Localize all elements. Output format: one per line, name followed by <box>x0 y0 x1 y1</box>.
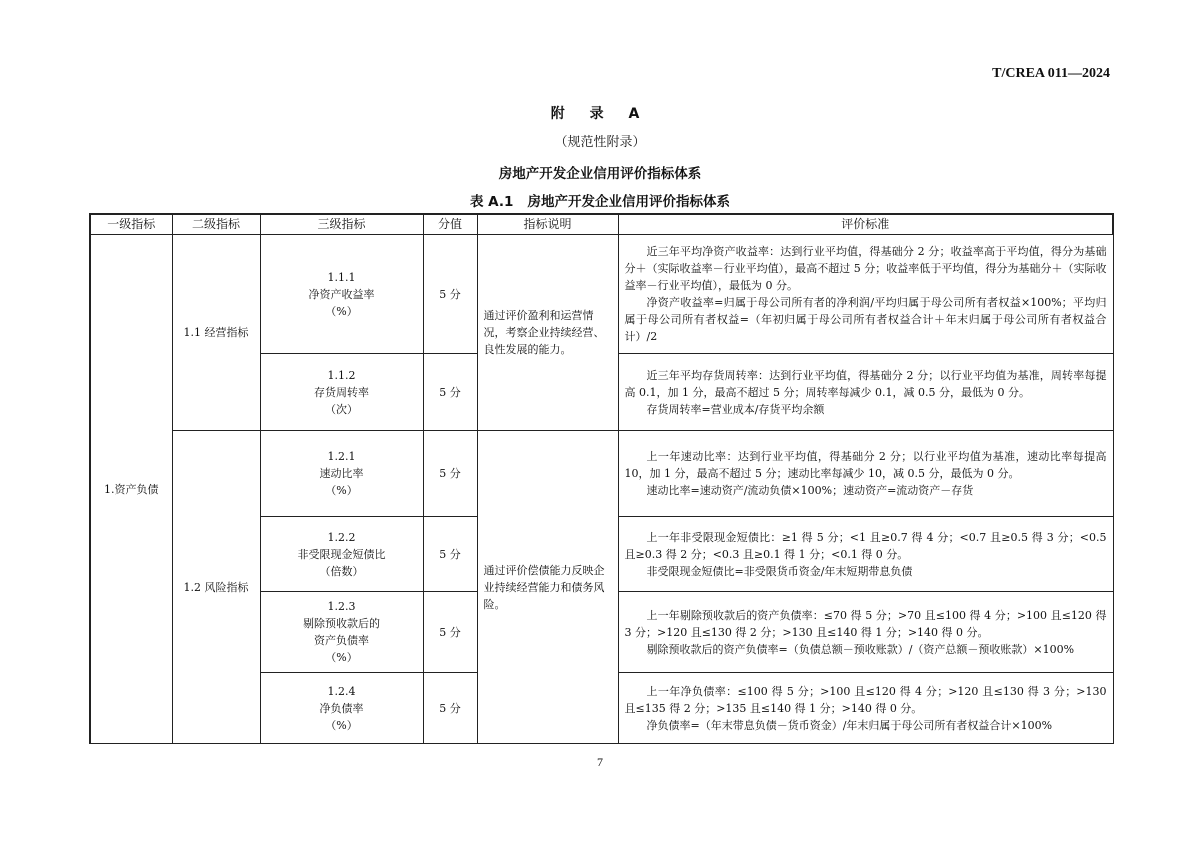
header-score: 分值 <box>423 214 477 235</box>
level3-name: 速动比率 <box>319 467 364 480</box>
level3-code: 1.1.2 <box>327 368 356 382</box>
standard-cell <box>618 673 1113 744</box>
level3-name: 净负债率 <box>319 701 364 715</box>
indicator-system-title: 房地产开发企业信用评价指标体系 <box>498 166 702 182</box>
standard-cell <box>618 354 1113 431</box>
page-number: 7 <box>597 755 603 769</box>
explanation-cell: 通过评价偿债能力反映企业持续经营能力和债务风险。 <box>477 431 618 744</box>
standard-formula: 净资产收益率=归属于母公司所有者的净利润/平均归属于母公司所有者权益×100%；平均归属于母公司所有者权益=（年初归属于母公司所有者权益合计＋年末归属于母公司所有者权益合计）/2 <box>624 296 1107 343</box>
explanation-cell: 通过评价盈利和运营情况，考察企业持续经营、良性发展的能力。 <box>477 235 618 431</box>
level3-cell <box>260 354 423 431</box>
level3-code: 1.1.1 <box>327 270 356 284</box>
level2-cell: 1.2 风险指标 <box>172 431 260 744</box>
header-standard: 评价标准 <box>618 214 1113 235</box>
level3-name: 非受限现金短债比 <box>297 547 386 561</box>
table-header-row <box>90 214 1113 235</box>
level3-code: 1.2.3 <box>327 600 356 613</box>
score-cell: 5 分 <box>423 354 477 431</box>
level3-unit: （倍数） <box>319 564 364 578</box>
standard-formula: 剔除预收款后的资产负债率=（负债总额－预收账款）/（资产总额－预收账款）×100% <box>646 642 1075 656</box>
standard-formula: 速动比率=速动资产/流动负债×100%；速动资产=流动资产－存货 <box>646 484 974 497</box>
level3-cell <box>260 235 423 354</box>
indicator-table <box>89 213 1114 744</box>
level1-cell: 1.资产负债 <box>90 235 172 744</box>
standard-rule: 上一年速动比率：达到行业平均值，得基础分 2 分；以行业平均值为基准，速动比率每提高 10，加 1 分，最高不超过 5 分；速动比率每减少 10，减 0.5 分，最低为 0 分。 <box>624 450 1107 480</box>
standard-cell <box>618 235 1113 354</box>
level3-name: 净资产收益率 <box>308 287 375 301</box>
score-cell: 5 分 <box>423 431 477 517</box>
level3-cell <box>260 592 423 673</box>
level3-unit: （次） <box>325 402 358 416</box>
table-row <box>90 431 1113 517</box>
standard-rule: 近三年平均净资产收益率：达到行业平均值，得基础分 2 分；收益率高于平均值，得分为基础分＋（实际收益率－行业平均值），最高不超过 5 分；收益率低于平均值，得分为基础分＋（实际收益率－行业平均值），最低为 0 分。 <box>624 245 1107 292</box>
table-caption: 表 A.1 房地产开发企业信用评价指标体系 <box>469 194 731 210</box>
standard-cell <box>618 592 1113 673</box>
level3-cell <box>260 517 423 592</box>
standard-rule: 上一年非受限现金短债比：≥1 得 5 分；<1 且≥0.7 得 4 分；<0.7 且≥0.5 得 3 分；<0.5 且≥0.3 得 2 分；<0.3 且≥0.1 得 1 分；<0.1 得 0 分。 <box>624 530 1107 561</box>
standard-cell <box>618 431 1113 517</box>
level3-name-cont: 资产负债率 <box>314 634 369 647</box>
level3-name: 存货周转率 <box>314 385 369 399</box>
standard-rule: 上一年剔除预收款后的资产负债率：≤70 得 5 分；>70 且≤100 得 4 分；>100 且≤120 得 3 分；>120 且≤130 得 2 分；>130 且≤140 得 1 分；>140 得 0 分。 <box>624 608 1107 639</box>
standard-rule: 上一年净负债率：≤100 得 5 分；>100 且≤120 得 4 分；>120 且≤130 得 3 分；>130 且≤135 得 2 分；>135 且≤140 得 1 分；>140 得 0 分。 <box>624 684 1107 715</box>
header-explanation: 指标说明 <box>477 214 618 235</box>
level2-cell: 1.1 经营指标 <box>172 235 260 431</box>
level3-unit: （%） <box>325 718 358 732</box>
score-cell: 5 分 <box>423 592 477 673</box>
table-row <box>90 235 1113 354</box>
level3-name: 剔除预收款后的 <box>303 617 380 630</box>
appendix-title: 附 录 A <box>550 106 650 122</box>
level3-code: 1.2.2 <box>327 530 356 544</box>
standard-formula: 净负债率=（年末带息负债－货币资金）/年末归属于母公司所有者权益合计×100% <box>646 718 1053 732</box>
score-cell: 5 分 <box>423 517 477 592</box>
level3-unit: （%） <box>325 651 358 664</box>
header-level1: 一级指标 <box>90 214 172 235</box>
appendix-subtitle: （规范性附录） <box>554 135 646 150</box>
score-cell: 5 分 <box>423 673 477 744</box>
document-code: T/CREA 011—2024 <box>992 66 1110 81</box>
level3-cell <box>260 673 423 744</box>
level3-code: 1.2.4 <box>327 684 356 698</box>
level3-unit: （%） <box>325 484 358 497</box>
header-level2: 二级指标 <box>172 214 260 235</box>
level3-code: 1.2.1 <box>327 450 356 463</box>
level3-unit: （%） <box>325 304 358 318</box>
score-cell: 5 分 <box>423 235 477 354</box>
level3-cell <box>260 431 423 517</box>
standard-cell <box>618 517 1113 592</box>
standard-formula: 非受限现金短债比=非受限货币资金/年末短期带息负债 <box>646 564 913 578</box>
header-level3: 三级指标 <box>260 214 423 235</box>
standard-formula: 存货周转率=营业成本/存货平均余额 <box>646 402 825 416</box>
standard-rule: 近三年平均存货周转率：达到行业平均值，得基础分 2 分；以行业平均值为基准，周转率每提高 0.1，加 1 分，最高不超过 5 分；周转率每减少 0.1，减 0.5 分，最低为 0 分。 <box>624 368 1107 399</box>
